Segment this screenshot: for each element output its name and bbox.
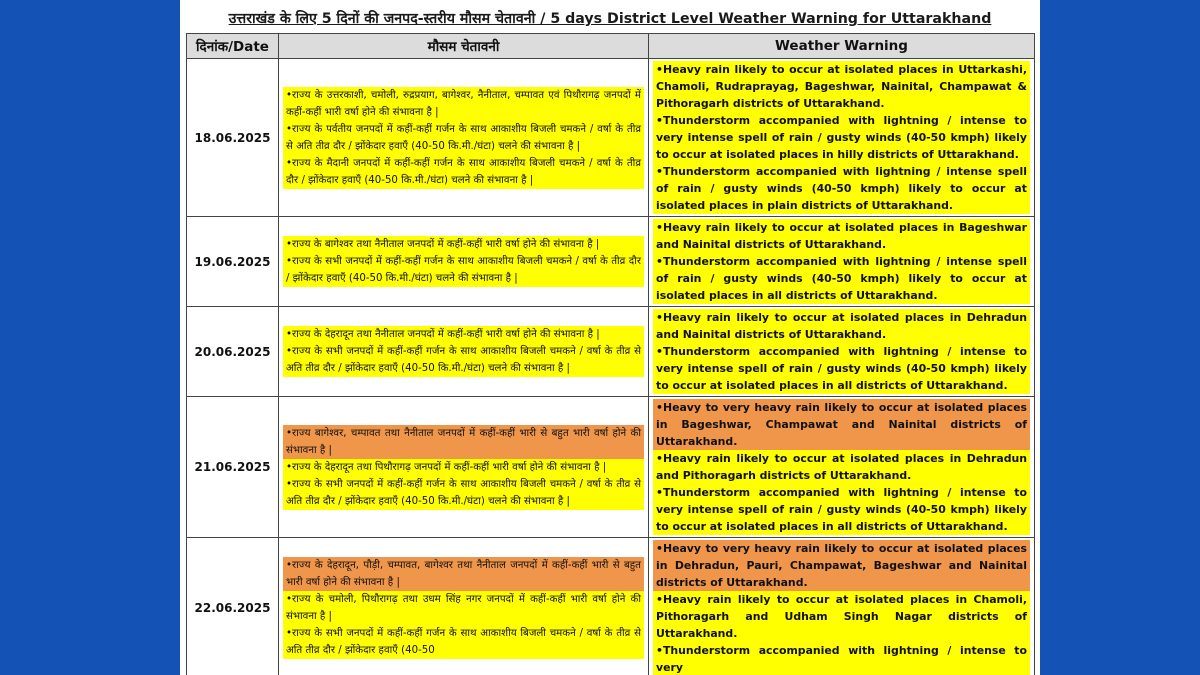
english-warning-item: •Heavy rain likely to occur at isolated places in Chamoli, Pithoragarh and Udham Singh Nagar districts of Uttarakhand. xyxy=(653,591,1030,642)
hindi-warning-item: •राज्य के देहरादून, पौड़ी, चम्पावत, बागेश्वर तथा नैनीताल जनपदों में कहीं-कहीं भारी से बहुत भारी वर्षा होने की संभावना है | xyxy=(283,557,644,591)
hindi-warning-item: •राज्य के बागेश्वर तथा नैनीताल जनपदों में कहीं-कहीं भारी वर्षा होने की संभावना है | xyxy=(283,236,644,253)
english-warning-item: •Thunderstorm accompanied with lightning / intense spell of rain / gusty winds (40-50 kmph) likely to occur at isolated places in all districts of Uttarakhand. xyxy=(653,253,1030,304)
hindi-warning-item: •राज्य के देहरादून तथा पिथौरागढ़ जनपदों में कहीं-कहीं भारी वर्षा होने की संभावना है | xyxy=(283,459,644,476)
table-row xyxy=(187,538,1035,675)
english-warning-item: •Thunderstorm accompanied with lightning / intense spell of rain / gusty winds (40-50 kmph) likely to occur at isolated places in plain districts of Uttarakhand. xyxy=(653,163,1030,214)
date-cell: 18.06.2025 xyxy=(187,59,279,217)
hindi-warning-cell xyxy=(279,397,649,538)
hindi-warning-cell xyxy=(279,538,649,675)
hindi-warning-cell xyxy=(279,307,649,397)
date-cell: 20.06.2025 xyxy=(187,307,279,397)
english-warning-cell xyxy=(649,538,1035,675)
hindi-warning-item: •राज्य के सभी जनपदों में कहीं-कहीं गर्जन के साथ आकाशीय बिजली चमकने / वर्षा के तीव्र से अति तीव्र दौर / झोंकेदार हवाएँ (40-50 xyxy=(283,625,644,659)
english-warning-item: •Thunderstorm accompanied with lightning / intense to very intense spell of rain / gusty winds (40-50 kmph) likely to occur at isolated places in all districts of Uttarakhand. xyxy=(653,484,1030,535)
hindi-warning-item: •राज्य के उत्तरकाशी, चमोली, रुद्रप्रयाग, बागेश्वर, नैनीताल, चम्पावत एवं पिथौरागढ़ जनपदों में कहीं-कहीं भारी वर्षा होने की संभावना है | xyxy=(283,87,644,121)
date-cell: 22.06.2025 xyxy=(187,538,279,675)
hindi-warning-column-header: मौसम चेतावनी xyxy=(279,34,649,59)
table-header-row xyxy=(187,34,1035,59)
hindi-warning-item: •राज्य के देहरादून तथा नैनीताल जनपदों में कहीं-कहीं भारी वर्षा होने की संभावना है | xyxy=(283,326,644,343)
table-row xyxy=(187,59,1035,217)
english-warning-item: •Heavy rain likely to occur at isolated places in Uttarkashi, Chamoli, Rudraprayag, Bageshwar, Nainital, Champawat & Pithoragarh districts of Uttarakhand. xyxy=(653,61,1030,112)
hindi-warning-item: •राज्य के मैदानी जनपदों में कहीं-कहीं गर्जन के साथ आकाशीय बिजली चमकने / वर्षा के तीव्र दौर / झोंकेदार हवाएँ (40-50 कि.मी./घंटा) चलने की संभावना है | xyxy=(283,155,644,189)
hindi-warning-item: •राज्य के चमोली, पिथौरागढ़ तथा उधम सिंह नगर जनपदों में कहीं-कहीं भारी वर्षा होने की संभावना है | xyxy=(283,591,644,625)
date-cell: 21.06.2025 xyxy=(187,397,279,538)
warning-table xyxy=(186,33,1035,675)
hindi-warning-item: •राज्य के पर्वतीय जनपदों में कहीं-कहीं गर्जन के साथ आकाशीय बिजली चमकने / वर्षा के तीव्र से अति तीव्र दौर / झोंकेदार हवाएँ (40-50 कि.मी./घंटा) चलने की संभावना है | xyxy=(283,121,644,155)
english-warning-item: •Thunderstorm accompanied with lightning / intense to very intense spell of rain / gusty winds (40-50 kmph) likely to occur at isolated places in hilly districts of Uttarakhand. xyxy=(653,112,1030,163)
english-warning-item: •Thunderstorm accompanied with lightning / intense to very xyxy=(653,642,1030,675)
english-warning-item: •Heavy rain likely to occur at isolated places in Dehradun and Pithoragarh districts of Uttarakhand. xyxy=(653,450,1030,484)
hindi-warning-item: •राज्य के सभी जनपदों में कहीं-कहीं गर्जन के साथ आकाशीय बिजली चमकने / वर्षा के तीव्र से अति तीव्र दौर / झोंकेदार हवाएँ (40-50 कि.मी./घंटा) चलने की संभावना है | xyxy=(283,476,644,510)
hindi-warning-item: •राज्य के सभी जनपदों में कहीं-कहीं गर्जन के साथ आकाशीय बिजली चमकने / वर्षा के तीव्र दौर / झोंकेदार हवाएँ (40-50 कि.मी./घंटा) चलने की संभावना है | xyxy=(283,253,644,287)
english-warning-cell xyxy=(649,307,1035,397)
hindi-warning-cell xyxy=(279,59,649,217)
date-column-header: दिनांक/Date xyxy=(187,34,279,59)
table-row xyxy=(187,217,1035,307)
document-page xyxy=(180,0,1040,675)
english-warning-cell xyxy=(649,59,1035,217)
hindi-warning-cell xyxy=(279,217,649,307)
date-cell: 19.06.2025 xyxy=(187,217,279,307)
document-title: उत्तराखंड के लिए 5 दिनों की जनपद-स्तरीय मौसम चेतावनी / 5 days District Level Weather Warning for Uttarakhand xyxy=(228,11,992,27)
english-warning-item: •Heavy rain likely to occur at isolated places in Dehradun and Nainital districts of Uttarakhand. xyxy=(653,309,1030,343)
hindi-warning-item: •राज्य बागेश्वर, चम्पावत तथा नैनीताल जनपदों में कहीं-कहीं भारी से बहुत भारी वर्षा होने की संभावना है | xyxy=(283,425,644,459)
english-warning-item: •Heavy to very heavy rain likely to occur at isolated places in Bageshwar, Champawat and Nainital districts of Uttarakhand. xyxy=(653,399,1030,450)
english-warning-item: •Heavy to very heavy rain likely to occur at isolated places in Dehradun, Pauri, Champawat, Bageshwar and Nainital districts of Uttarakhand. xyxy=(653,540,1030,591)
english-warning-cell xyxy=(649,217,1035,307)
english-warning-cell xyxy=(649,397,1035,538)
english-warning-column-header: Weather Warning xyxy=(649,34,1035,59)
english-warning-item: •Heavy rain likely to occur at isolated places in Bageshwar and Nainital districts of Uttarakhand. xyxy=(653,219,1030,253)
table-row xyxy=(187,307,1035,397)
english-warning-item: •Thunderstorm accompanied with lightning / intense to very intense spell of rain / gusty winds (40-50 kmph) likely to occur at isolated places in all districts of Uttarakhand. xyxy=(653,343,1030,394)
table-row xyxy=(187,397,1035,538)
hindi-warning-item: •राज्य के सभी जनपदों में कहीं-कहीं गर्जन के साथ आकाशीय बिजली चमकने / वर्षा के तीव्र से अति तीव्र दौर / झोंकेदार हवाएँ (40-50 कि.मी./घंटा) चलने की संभावना है | xyxy=(283,343,644,377)
